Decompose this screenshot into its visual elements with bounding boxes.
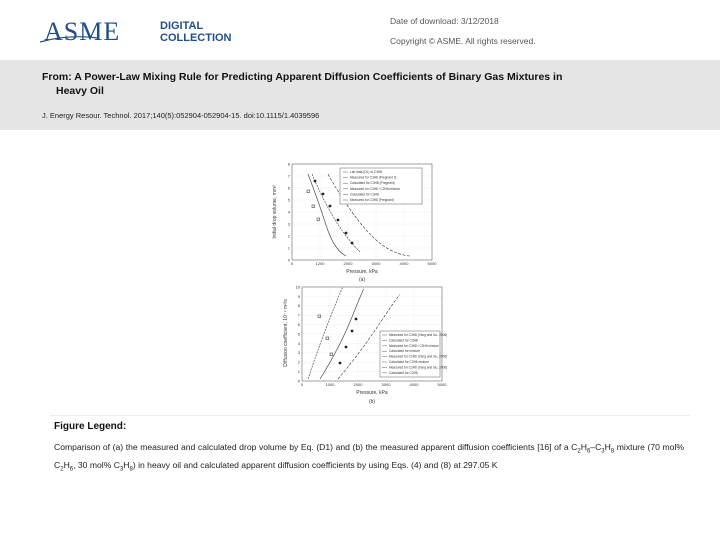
y-tick-label: 5 bbox=[287, 197, 290, 203]
y-tick-label: 2 bbox=[297, 359, 300, 365]
y-tick-label: 4 bbox=[287, 209, 290, 215]
y-tick-label: 7 bbox=[287, 173, 290, 179]
figure-panel-a bbox=[268, 160, 448, 285]
marker-a bbox=[317, 218, 320, 221]
y-tick-label: 3 bbox=[297, 350, 300, 356]
curve-b1 bbox=[308, 288, 342, 379]
copyright-notice: Copyright © ASME. All rights reserved. bbox=[390, 36, 536, 46]
ylabel-b: Diffusion coefficient, 10⁻⁹ m²/s bbox=[283, 299, 289, 367]
y-tick-label: 4 bbox=[297, 340, 300, 346]
y-tick-label: 1 bbox=[297, 369, 300, 374]
article-citation: J. Energy Resour. Technol. 2017;140(5):052904-052904-15. doi:10.1115/1.4039596 bbox=[42, 111, 320, 120]
asme-logo bbox=[38, 12, 248, 52]
legend-entry: Calculated for C3H8 bbox=[389, 338, 418, 343]
x-tick-label: 4000 bbox=[409, 382, 419, 387]
marker-a bbox=[345, 232, 348, 235]
x-tick-label: 3000 bbox=[381, 382, 391, 387]
legend-entry: Measured for C2H6 (Yang and Gu, 2006) bbox=[389, 365, 448, 370]
x-tick-label: 4000 bbox=[399, 261, 409, 266]
x-tick-label: 1000 bbox=[325, 382, 335, 387]
article-title-line1: From: A Power-Law Mixing Rule for Predicting Apparent Diffusion Coefficients of Binary Gas Mixtures in bbox=[42, 71, 563, 83]
y-tick-label: 3 bbox=[287, 221, 290, 227]
marker-b bbox=[351, 330, 354, 333]
marker-b bbox=[345, 346, 348, 349]
x-tick-label: 2000 bbox=[343, 261, 353, 266]
figure-legend-text: Comparison of (a) the measured and calculated drop volume by Eq. (D1) and (b) the measured apparent diffusion coefficients [16] of a $C_2H_6-C_3H_8$ mixture (70 mol% $C_2H_6$, 30 mol% $C_3H_8$) in heavy oil and calculated apparent diffusion coefficients by using Eqs. (4) and (8) at 297.05 K bbox=[54, 442, 684, 473]
marker-b bbox=[318, 315, 321, 318]
y-tick-label: 0 bbox=[297, 378, 300, 384]
marker-a bbox=[337, 219, 340, 222]
marker-a bbox=[314, 180, 317, 183]
legend-entry: Measured for C3H8 / C2H6 mixture bbox=[350, 186, 400, 191]
marker-b bbox=[355, 318, 358, 321]
y-tick-label: 5 bbox=[297, 331, 300, 337]
figure-legend-title: Figure Legend: bbox=[54, 421, 127, 432]
legend-entry: Measured for C3H8 / C2H6 mixture bbox=[389, 343, 439, 348]
marker-a bbox=[322, 193, 325, 196]
xlabel-b: Pressure, kPa bbox=[356, 390, 388, 396]
y-tick-label: 8 bbox=[287, 161, 290, 167]
download-date: Date of download: 3/12/2018 bbox=[390, 16, 499, 26]
marker-a bbox=[307, 190, 310, 193]
marker-a bbox=[329, 205, 332, 208]
legend-entry: Measured for C2H6 (Yang and Gu, 2006) bbox=[389, 354, 448, 359]
x-tick-label: 2000 bbox=[353, 382, 363, 387]
x-tick-label: 0 bbox=[300, 382, 304, 387]
y-tick-label: 2 bbox=[287, 233, 290, 239]
legend-entry: Calculated for C2H6 mixture bbox=[389, 360, 430, 364]
x-tick-label: 5000 bbox=[437, 382, 447, 387]
y-tick-label: 9 bbox=[297, 293, 300, 299]
marker-b bbox=[326, 337, 329, 340]
y-tick-label: 6 bbox=[287, 185, 290, 191]
y-tick-label: 10 bbox=[295, 284, 300, 290]
y-tick-label: 0 bbox=[287, 257, 290, 263]
legend-entry: Calculated for C2H6 bbox=[389, 370, 418, 375]
y-tick-label: 7 bbox=[297, 312, 300, 318]
logo-main-text: ASME bbox=[44, 17, 121, 46]
article-title bbox=[42, 70, 672, 98]
page-header bbox=[0, 0, 720, 60]
marker-a bbox=[312, 205, 315, 208]
marker-b bbox=[330, 353, 333, 356]
legend-entry: Measured for C3H8 (Pregnant) bbox=[350, 198, 394, 202]
legend-entry: Lab data (D1) of C3H8 bbox=[350, 170, 383, 174]
marker-b bbox=[339, 362, 342, 365]
legend-entry: Calculated for C3H8 (Pregnant) bbox=[350, 181, 395, 186]
marker-a bbox=[351, 242, 354, 245]
legend-entry: Measured for C3H8 (Yang and Gu, 2006) bbox=[389, 333, 448, 337]
legend-entry: Calculated for C3H8 bbox=[350, 192, 379, 197]
ylabel-a: Initial drop volume, mm³ bbox=[272, 185, 278, 239]
panel-label-a: (a) bbox=[358, 277, 366, 283]
y-tick-label: 1 bbox=[287, 245, 290, 251]
legend-entry: Calculated for mixture bbox=[389, 349, 421, 354]
y-tick-label: 6 bbox=[297, 322, 300, 327]
x-tick-label: 1200 bbox=[315, 261, 325, 266]
legend-entry: Measured for C3H8 (Pregnant 3) bbox=[350, 175, 397, 180]
xlabel-a: Pressure, kPa bbox=[346, 269, 378, 275]
y-tick-label: 8 bbox=[297, 303, 300, 309]
figure-panel-b bbox=[280, 283, 450, 408]
panel-label-b: (b) bbox=[368, 399, 376, 405]
x-tick-label: 0 bbox=[290, 261, 294, 266]
x-tick-label: 5000 bbox=[427, 261, 437, 266]
article-title-line2: Heavy Oil bbox=[56, 85, 104, 97]
logo-sub2-text: COLLECTION bbox=[160, 32, 232, 44]
x-tick-label: 3000 bbox=[371, 261, 381, 266]
logo-sub1-text: DIGITAL bbox=[160, 20, 204, 32]
